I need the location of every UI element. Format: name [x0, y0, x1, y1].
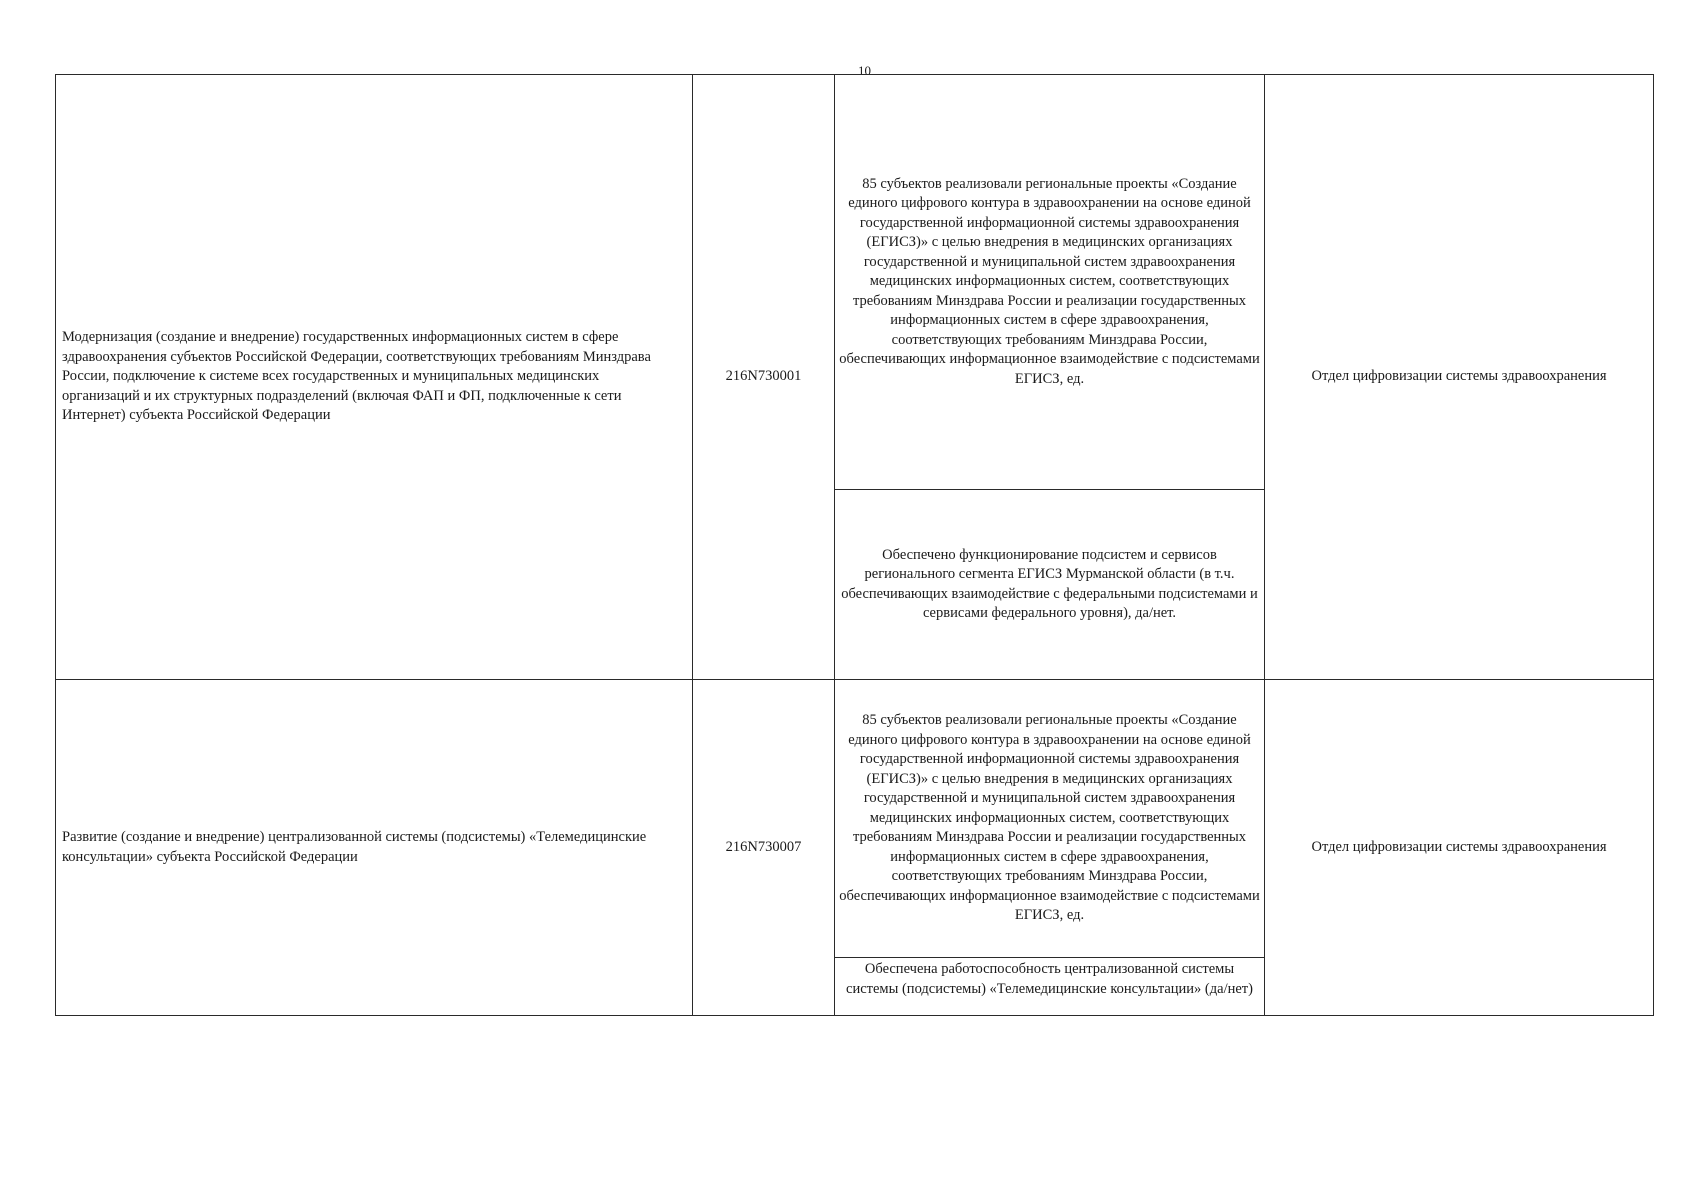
responsible-department: Отдел цифровизации системы здравоохранения — [1311, 368, 1607, 385]
measure-name: Модернизация (создание и внедрение) государственных информационных систем в сфере здравоохранения субъектов Российской Федерации, соответствующих требованиям Минздрава России, подключение к системе всех государственных и муниципальных медицинских организаций и их структурных подразделений (включая ФАП и ФП, подключенные к сети Интернет) субъекта Российской Федерации — [62, 329, 651, 424]
indicator-text: Обеспечена работоспособность централизованной системы системы (подсистемы) «Телемедицинские консультации» (да/нет) — [846, 961, 1253, 997]
indicator-cell — [835, 680, 1265, 958]
measure-code-cell — [693, 680, 835, 1016]
indicator-text: Обеспечено функционирование подсистем и сервисов регионального сегмента ЕГИСЗ Мурманской области (в т.ч. обеспечивающих взаимодействие с федеральными подсистемами и сервисами федерального уровня), да/нет. — [841, 546, 1258, 621]
responsible-cell — [1265, 75, 1654, 680]
indicator-text: 85 субъектов реализовали региональные проекты «Создание единого цифрового контура в здравоохранении на основе единой государственной информационной системы здравоохранения (ЕГИСЗ)» с целью внедрения в медицинских организациях государственной и муниципальной систем здравоохранения медицинских информационных систем, соответствующих требованиям Минздрава России и реализации государственных информационных систем в сфере здравоохранения, соответствующих требованиям Минздрава России, обеспечивающих информационное взаимодействие с подсистемами ЕГИСЗ, ед. — [839, 175, 1260, 387]
responsible-cell — [1265, 680, 1654, 1016]
measure-code: 216N730001 — [725, 368, 802, 385]
indicator-cell — [835, 490, 1265, 680]
indicator-cell — [835, 75, 1265, 490]
responsible-department: Отдел цифровизации системы здравоохранения — [1311, 838, 1607, 855]
indicator-text: 85 субъектов реализовали региональные проекты «Создание единого цифрового контура в здравоохранении на основе единой государственной информационной системы здравоохранения (ЕГИСЗ)» с целью внедрения в медицинских организациях государственной и муниципальной систем здравоохранения медицинских информационных систем, соответствующих требованиям Минздрава России и реализации государственных информационных систем в сфере здравоохранения, соответствующих требованиям Минздрава России, обеспечивающих информационное взаимодействие с подсистемами ЕГИСЗ, ед. — [839, 712, 1260, 924]
measures-table — [55, 74, 1654, 1016]
table-row — [56, 75, 1654, 490]
measure-code: 216N730007 — [725, 838, 802, 855]
table-row — [56, 680, 1654, 958]
indicator-cell — [835, 958, 1265, 1016]
measure-name-cell — [56, 75, 693, 680]
measure-name: Развитие (создание и внедрение) централизованной системы (подсистемы) «Телемедицинские консультации» субъекта Российской Федерации — [62, 829, 647, 865]
measure-name-cell — [56, 680, 693, 1016]
measure-code-cell — [693, 75, 835, 680]
page-number: 10 — [858, 63, 871, 78]
